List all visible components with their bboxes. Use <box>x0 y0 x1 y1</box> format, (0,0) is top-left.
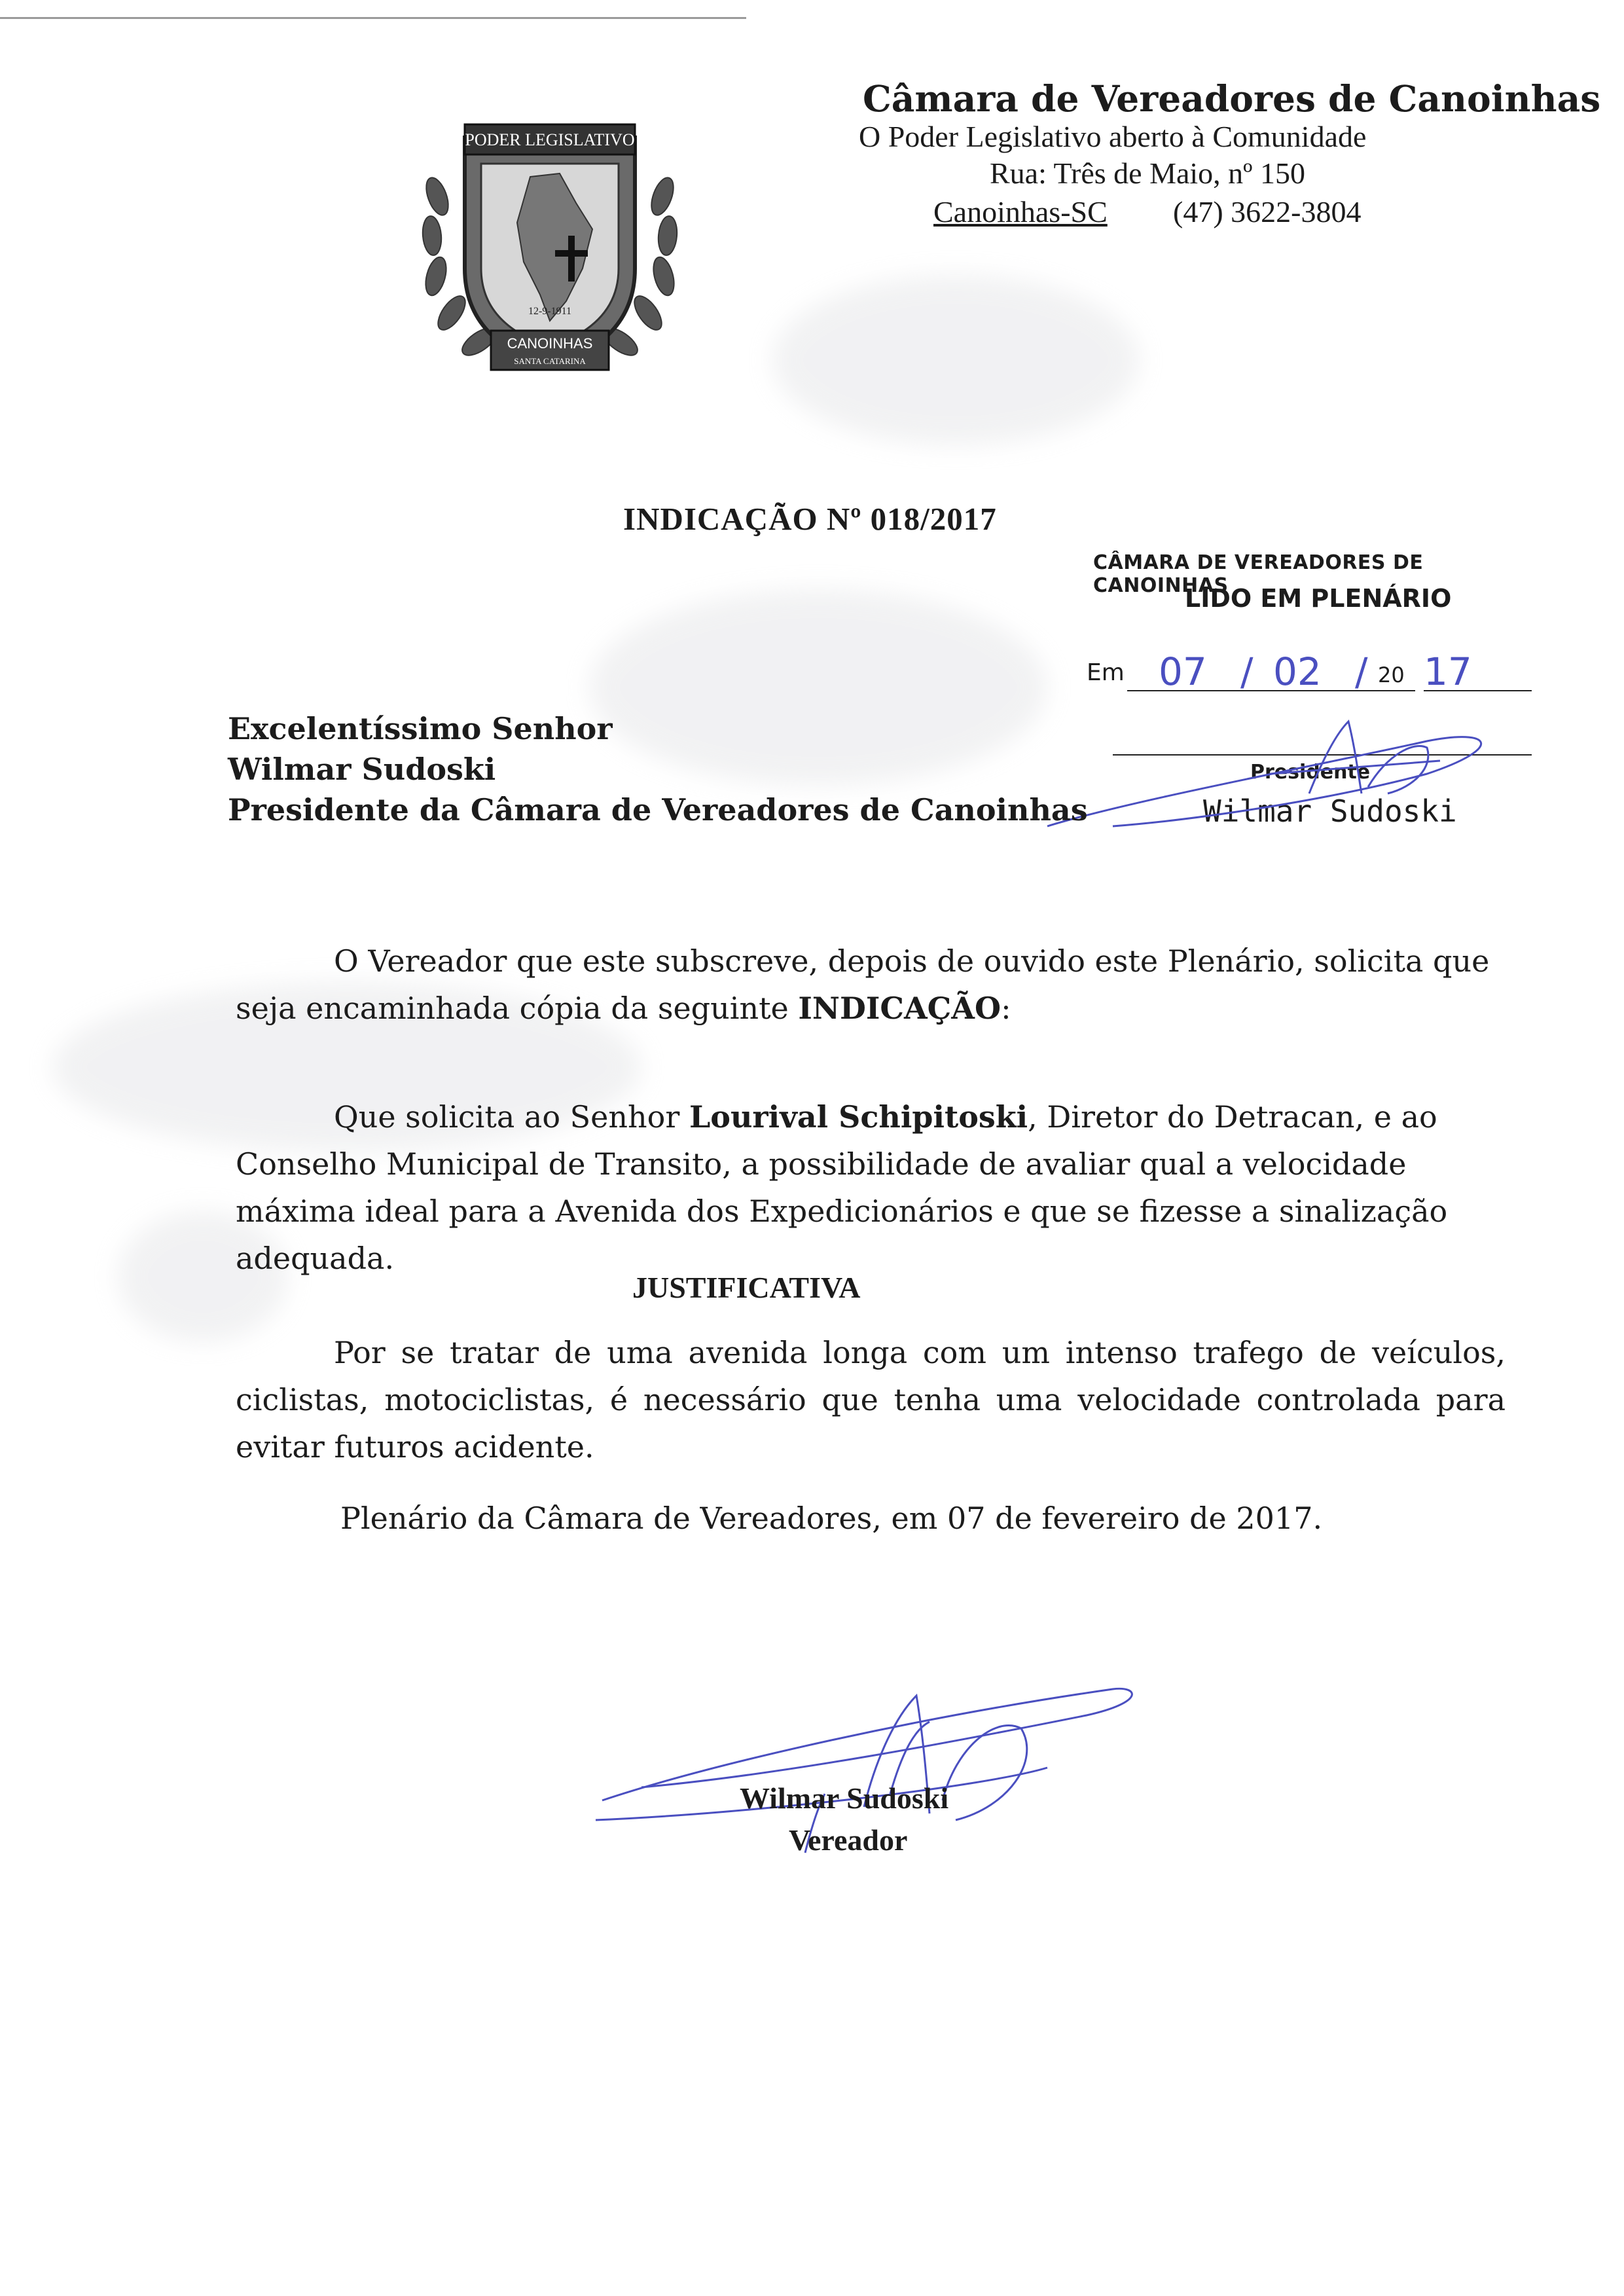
coat-of-arms-logo <box>419 105 681 393</box>
stamp-day: 07 <box>1159 649 1207 694</box>
addressee-title: Presidente da Câmara de Vereadores de Canoinhas <box>228 792 1088 828</box>
svg-text:PODER LEGISLATIVO: PODER LEGISLATIVO <box>465 130 635 149</box>
stamp-year-suffix: 17 <box>1424 649 1472 694</box>
scan-smudge <box>589 589 1047 786</box>
stamp-status: LIDO EM PLENÁRIO <box>1185 584 1452 613</box>
addressee-name: Wilmar Sudoski <box>228 752 496 787</box>
stamp-slash: / <box>1355 649 1368 694</box>
document-title: INDICAÇÃO Nº 018/2017 <box>623 501 997 537</box>
body-paragraph-1: O Vereador que este subscreve, depois de ouvido este Plenário, solicita que seja encaminhada cópia da seguinte INDICAÇÃO: <box>236 943 1490 1026</box>
reading-stamp <box>1087 551 1545 852</box>
coat-of-arms-icon <box>419 105 681 393</box>
stamp-date-label: Em <box>1087 659 1125 686</box>
institution-subtitle: O Poder Legislativo aberto à Comunidade <box>859 120 1367 153</box>
stamp-institution: CÂMARA DE VEREADORES DE CANOINHAS <box>1093 551 1424 597</box>
stamp-name: Wilmar Sudoski <box>1203 793 1457 829</box>
stamp-month: 02 <box>1273 649 1322 694</box>
institution-street: Rua: Três de Maio, nº 150 <box>990 156 1305 190</box>
svg-text:CANOINHAS: CANOINHAS <box>507 335 593 352</box>
justificativa-heading: JUSTIFICATIVA <box>632 1271 861 1304</box>
stamp-role: Presidente <box>1250 761 1371 784</box>
addressee-salutation: Excelentíssimo Senhor <box>228 711 613 746</box>
scan-smudge <box>772 275 1139 445</box>
svg-text:12-9-1911: 12-9-1911 <box>528 306 572 317</box>
closing-line: Plenário da Câmara de Vereadores, em 07 de fevereiro de 2017. <box>340 1501 1323 1536</box>
institution-title: Câmara de Vereadores de Canoinhas <box>863 77 1601 120</box>
stamp-year-prefix: 20 <box>1378 663 1405 687</box>
body-paragraph-2: Que solicita ao Senhor Lourival Schipitoski, Diretor do Detracan, e ao Conselho Municipal de Transito, a possibilidade de avaliar qual a velocidade máxima ideal para a Avenida dos Expedicionários e que se fizesse a sinalização adequada. <box>236 1099 1448 1276</box>
indicacao-keyword: INDICAÇÃO <box>798 991 1001 1026</box>
institution-city: Canoinhas-SC <box>933 195 1108 228</box>
institution-phone: (47) 3622-3804 <box>1173 195 1362 228</box>
body-paragraph-3: Por se tratar de uma avenida longa com um intenso trafego de veículos, ciclistas, motociclistas, é necessário que tenha uma velocidade controlada para evitar futuros acidente. <box>236 1335 1506 1465</box>
stamp-signature-scribble <box>1034 695 1532 839</box>
director-name: Lourival Schipitoski <box>689 1099 1028 1135</box>
signatory-role: Vereador <box>789 1823 908 1857</box>
scan-top-line <box>0 17 746 19</box>
signatory-name: Wilmar Sudoski <box>740 1781 949 1815</box>
svg-text:SANTA CATARINA: SANTA CATARINA <box>514 356 586 366</box>
stamp-slash: / <box>1240 649 1254 694</box>
